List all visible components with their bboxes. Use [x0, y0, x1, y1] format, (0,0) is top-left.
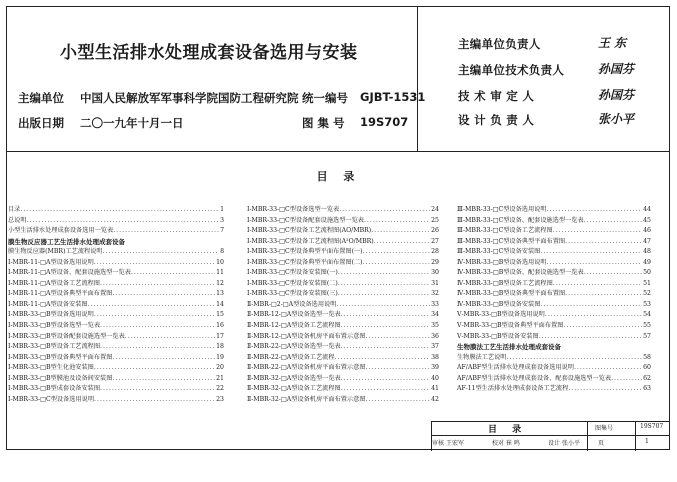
- toc-entry-page: 44: [643, 206, 651, 213]
- toc-entry[interactable]: [8, 332, 224, 343]
- toc-entry-text: Ⅰ-MBR-33-□C型设备安装图(二): [247, 279, 338, 287]
- toc-entry-text: Ⅳ-MBR-33-□B型设备、配套设施选型一览表: [457, 269, 584, 277]
- toc-entry-page: 47: [643, 237, 651, 245]
- toc-leader-dots: [364, 216, 430, 227]
- toc-entry-text: Ⅱ-MBR-22-□A型设备工艺流程: [247, 353, 335, 361]
- toc-entry[interactable]: [247, 205, 439, 216]
- toc-entry-text: Ⅳ-MBR-33-□B型设备典型平面布置图: [457, 290, 566, 298]
- toc-entry-page: 30: [431, 269, 439, 277]
- toc-entry-text: Ⅰ-MBR-33-□B型设备选型一览表: [8, 322, 101, 330]
- toc-leader-dots: [565, 289, 642, 300]
- toc-entry-page: 10: [216, 258, 224, 266]
- toc-entry[interactable]: [247, 226, 439, 237]
- toc-leader-dots: [100, 384, 215, 395]
- toc-leader-dots: [568, 384, 642, 395]
- toc-entry-page: 50: [643, 269, 651, 277]
- toc-leader-dots: [20, 205, 219, 216]
- toc-entry-page: 57: [643, 332, 651, 340]
- toc-entry-text: Ⅱ-MBR-32-□A型设备机房平面布置示意图: [247, 395, 366, 403]
- toc-entry[interactable]: [8, 384, 224, 395]
- toc-entry-page: 17: [216, 332, 224, 340]
- toc-entry-page: 18: [216, 343, 224, 351]
- toc-leader-dots: [339, 205, 430, 216]
- toc-leader-dots: [553, 279, 642, 290]
- toc-leader-dots: [611, 374, 642, 385]
- toc-entry[interactable]: [247, 384, 439, 395]
- toc-entry-page: 51: [643, 279, 651, 287]
- toc-leader-dots: [574, 363, 642, 374]
- toc-entry[interactable]: [247, 289, 439, 300]
- reviewer-name: 王宏军: [446, 440, 465, 447]
- toc-leader-dots: [539, 332, 642, 343]
- toc-leader-dots: [103, 247, 219, 258]
- toc-entry-text: Ⅲ-MBR-33-□C型设备选用说明: [457, 206, 547, 213]
- title-block-mid-line: [431, 435, 669, 436]
- toc-entry-text: Ⅱ-MBR-22-□A型设备选型一览表: [247, 343, 341, 351]
- toc-entry-page: 36: [431, 332, 439, 340]
- toc-leader-dots: [365, 363, 430, 374]
- toc-entry-page: 60: [643, 364, 651, 372]
- responsible-role-2: 主编单位技术负责人: [458, 63, 565, 77]
- toc-leader-dots: [365, 395, 430, 406]
- toc-entry[interactable]: [457, 205, 651, 216]
- toc-entry[interactable]: [8, 353, 224, 364]
- document-title: 小型生活排水处理成套设备选用与安装: [60, 43, 358, 63]
- toc-entry-text: Ⅰ-MBR-11-□A型设备安装图: [8, 300, 88, 308]
- toc-entry[interactable]: [457, 226, 651, 237]
- toc-entry[interactable]: [247, 237, 439, 248]
- toc-leader-dots: [125, 237, 223, 248]
- toc-leader-dots: [341, 384, 430, 395]
- toc-leader-dots: [584, 268, 642, 279]
- toc-entry[interactable]: [457, 247, 651, 258]
- toc-entry-page: 21: [216, 374, 224, 382]
- toc-leader-dots: [341, 321, 430, 332]
- toc-entry-text: Ⅰ-MBR-33-□B型设备典型平面布置图: [8, 353, 113, 361]
- toc-entry-text: Ⅱ-MBR-12-□A型设备工艺流程图: [247, 322, 341, 330]
- toc-entry-text: Ⅱ-MBR-22-□A型设备机房平面布置示意图: [247, 364, 366, 372]
- review-label: 审核: [432, 440, 445, 447]
- toc-entry-page: 49: [643, 258, 651, 266]
- toc-entry-text: Ⅰ-MBR-33-□C型设备典型平面布置图(二): [247, 258, 363, 266]
- toc-entry[interactable]: [247, 363, 439, 374]
- toc-entry-page: 38: [431, 353, 439, 361]
- toc-entry-page: 62: [643, 374, 651, 382]
- toc-entry[interactable]: [247, 216, 439, 227]
- toc-entry-page: 16: [216, 322, 224, 330]
- toc-leader-dots: [94, 395, 215, 406]
- toc-entry-page: 13: [216, 290, 224, 298]
- toc-entry-page: 41: [431, 385, 439, 393]
- toc-entry-text: Ⅲ-MBR-33-□C型设备、配套设施选型一览表: [457, 216, 584, 224]
- title-block-page-divider: [635, 421, 636, 451]
- toc-entry[interactable]: [247, 300, 439, 311]
- signature-4: 张小平: [598, 112, 635, 126]
- toc-leader-dots: [341, 342, 430, 353]
- toc-entry-text: Ⅰ-MBR-33-□B型膜池及设备间安装图: [8, 374, 113, 382]
- toc-entry-page: 48: [643, 248, 651, 256]
- toc-entry-page: 46: [643, 227, 651, 235]
- designer-name: 张小平: [562, 440, 581, 447]
- toc-entry-text: Ⅰ-MBR-33-□C型设备工艺流程图(AO/MBR): [247, 227, 372, 235]
- toc-entry-text: Ⅴ-MBR-33-□B型设备安装图: [457, 332, 539, 340]
- toc-entry[interactable]: [247, 342, 439, 353]
- toc-entry-text: Ⅲ-MBR-33-□C型设备安装图: [457, 248, 541, 256]
- toc-entry-page: 31: [431, 279, 439, 287]
- toc-entry-text: Ⅱ-MBR-□2-□A型设备选用说明: [247, 300, 337, 308]
- toc-entry[interactable]: [8, 216, 224, 227]
- toc-leader-dots: [336, 300, 430, 311]
- page-label: 页: [598, 440, 605, 447]
- toc-entry[interactable]: [457, 374, 651, 385]
- toc-entry-text: Ⅳ-MBR-33-□B型设备安装图: [457, 300, 541, 308]
- toc-leader-dots: [338, 289, 430, 300]
- toc-entry-page: 34: [431, 311, 439, 319]
- toc-entry-page: 28: [431, 248, 439, 256]
- toc-entry[interactable]: [247, 332, 439, 343]
- toc-leader-dots: [547, 258, 643, 269]
- responsible-role-3: 技 术 审 定 人: [458, 89, 535, 103]
- toc-entry-page: 3: [220, 216, 224, 224]
- toc-entry-text: Ⅰ-MBR-33-□B型设备配套设施选型一览表: [8, 332, 125, 340]
- toc-entry-text: Ⅰ-MBR-33-□B型设备工艺流程图: [8, 343, 101, 351]
- toc-section-heading[interactable]: [8, 237, 224, 248]
- toc-leader-dots: [112, 289, 215, 300]
- toc-entry-text: Ⅰ-MBR-33-□B型设备选用说明: [8, 311, 94, 319]
- signature-1: 王 东: [598, 36, 627, 50]
- toc-entry-text: Ⅰ-MBR-11-□A型设备选用说明: [8, 258, 94, 266]
- toc-entry-text: 膜生物反应器(MBR)工艺流程说明: [8, 248, 103, 256]
- check-label: 校对: [492, 440, 505, 447]
- toc-leader-dots: [565, 237, 642, 248]
- toc-entry[interactable]: [457, 289, 651, 300]
- toc-entry-page: [650, 342, 651, 353]
- toc-entry-text: AF-11型生活排水处理成套设备工艺流程: [457, 385, 569, 393]
- toc-entry[interactable]: [457, 268, 651, 279]
- toc-entry-text: Ⅳ-MBR-33-□B型设备选用说明: [457, 258, 547, 266]
- toc-entry[interactable]: [8, 226, 224, 237]
- atlas-number: 19S707: [360, 115, 409, 129]
- toc-entry-page: 8: [220, 248, 224, 256]
- toc-entry-page: 12: [216, 279, 224, 287]
- toc-leader-dots: [88, 300, 216, 311]
- toc-entry-text: 生物膜法工艺说明: [457, 353, 507, 361]
- toc-entry-page: 58: [643, 353, 651, 361]
- header-divider: [417, 7, 418, 151]
- toc-entry-page: 33: [431, 300, 439, 308]
- toc-leader-dots: [363, 258, 431, 269]
- toc-entry[interactable]: [247, 279, 439, 290]
- toc-entry-text: Ⅰ-MBR-33-□C型设备安装图(三): [247, 290, 338, 298]
- checker-name: 崔 鸣: [506, 440, 520, 447]
- toc-entry[interactable]: [457, 279, 651, 290]
- toc-leader-dots: [100, 279, 215, 290]
- toc-entry[interactable]: [457, 384, 651, 395]
- title-block-atlas-divider: [587, 421, 588, 451]
- toc-entry-text: Ⅰ-MBR-33-□C型设备安装图(一): [247, 269, 338, 277]
- toc-leader-dots: [100, 321, 215, 332]
- toc-entry[interactable]: [8, 289, 224, 300]
- title-block-atlas-number: 19S707: [640, 423, 664, 430]
- page-number: 1: [645, 438, 649, 445]
- signature-2: 孙国芬: [598, 62, 635, 76]
- editor-unit-label: 主编单位: [18, 91, 64, 105]
- toc-entry-text: Ⅰ-MBR-33-□C型设备工艺流程图(A²O/MBR): [247, 237, 374, 245]
- toc-entry-page: 7: [220, 227, 224, 235]
- toc-entry-page: 1: [220, 206, 224, 213]
- toc-entry[interactable]: [457, 363, 651, 374]
- toc-entry-page: 52: [643, 290, 651, 298]
- toc-entry[interactable]: [247, 310, 439, 321]
- toc-leader-dots: [100, 342, 215, 353]
- toc-entry-text: AF/ABF型生活排水处理成套设备、配套设施选型一览表: [457, 374, 612, 382]
- title-block-toc-label: 目 录: [488, 425, 528, 435]
- toc-entry-page: 26: [431, 227, 439, 235]
- toc-entry-page: 45: [643, 216, 651, 224]
- responsible-role-1: 主编单位负责人: [458, 37, 541, 51]
- toc-leader-dots: [27, 216, 220, 227]
- toc-entry[interactable]: [457, 353, 651, 364]
- editor-unit: 中国人民解放军军事科学院国防工程研究院: [80, 91, 299, 105]
- toc-entry-page: 29: [431, 258, 439, 266]
- toc-leader-dots: [131, 268, 215, 279]
- toc-column-1: [8, 205, 224, 405]
- toc-leader-dots: [371, 226, 430, 237]
- atlas-label: 图 集 号: [302, 116, 345, 130]
- toc-entry-page: 55: [643, 322, 651, 330]
- toc-column-2: [247, 205, 439, 405]
- toc-entry[interactable]: [8, 374, 224, 385]
- toc-column-3: [457, 205, 651, 395]
- toc-entry-text: 生物膜法工艺生活排水处理成套设备: [457, 343, 561, 352]
- toc-leader-dots: [335, 353, 431, 364]
- toc-leader-dots: [363, 247, 431, 258]
- toc-entry-page: 20: [216, 364, 224, 372]
- toc-entry-text: Ⅲ-MBR-33-□C型设备典型平面布置图: [457, 237, 566, 245]
- toc-entry-text: Ⅱ-MBR-32-□A型设备工艺流程图: [247, 385, 341, 393]
- toc-entry-page: 32: [431, 290, 439, 298]
- toc-entry-text: Ⅳ-MBR-33-□B型设备工艺流程图: [457, 279, 553, 287]
- toc-entry[interactable]: [247, 247, 439, 258]
- toc-entry-page: 35: [431, 322, 439, 330]
- toc-entry[interactable]: [8, 205, 224, 216]
- toc-leader-dots: [338, 279, 430, 290]
- toc-entry[interactable]: [457, 216, 651, 227]
- toc-entry-page: 25: [431, 216, 439, 224]
- title-block-atlas-label: 图集号: [595, 425, 614, 432]
- toc-leader-dots: [507, 353, 643, 364]
- toc-entry[interactable]: [8, 300, 224, 311]
- toc-section-heading[interactable]: [457, 342, 651, 353]
- toc-entry-text: Ⅰ-MBR-11-□A型设备工艺流程图: [8, 279, 100, 287]
- toc-entry-text: Ⅰ-MBR-11-□A型设备典型平面布置图: [8, 290, 113, 298]
- date-value: 二〇一九年十月一日: [80, 116, 184, 130]
- toc-leader-dots: [540, 247, 642, 258]
- date-label: 出版日期: [18, 116, 64, 130]
- responsible-role-4: 设 计 负 责 人: [458, 113, 535, 127]
- toc-leader-dots: [341, 374, 430, 385]
- toc-entry[interactable]: [247, 268, 439, 279]
- toc-leader-dots: [94, 363, 215, 374]
- toc-entry-text: 目录: [8, 206, 21, 213]
- signature-3: 孙国芬: [598, 88, 635, 102]
- toc-entry-text: Ⅴ-MBR-33-□B型设备典型平面布置图: [457, 322, 564, 330]
- toc-entry-page: 40: [431, 374, 439, 382]
- toc-entry[interactable]: [247, 321, 439, 332]
- toc-leader-dots: [125, 332, 215, 343]
- toc-entry-page: [223, 237, 224, 248]
- toc-entry-page: 39: [431, 364, 439, 372]
- toc-leader-dots: [94, 310, 215, 321]
- toc-entry-text: 总说明: [8, 216, 27, 224]
- toc-entry-page: 42: [431, 395, 439, 403]
- toc-entry-text: Ⅰ-MBR-11-□A型设备、配套设施选型一览表: [8, 269, 131, 277]
- toc-entry[interactable]: [8, 279, 224, 290]
- toc-entry-text: Ⅰ-MBR-33-□C型设备选型一览表: [247, 206, 340, 213]
- toc-entry-page: 37: [431, 343, 439, 351]
- toc-leader-dots: [553, 226, 642, 237]
- toc-leader-dots: [338, 268, 430, 279]
- toc-leader-dots: [94, 258, 215, 269]
- toc-leader-dots: [547, 205, 643, 216]
- toc-entry-text: Ⅰ-MBR-33-□B型生化池安装图: [8, 364, 94, 372]
- toc-leader-dots: [563, 321, 642, 332]
- toc-leader-dots: [112, 353, 215, 364]
- code-label: 统一编号: [302, 91, 348, 105]
- toc-title: 目 录: [316, 170, 361, 183]
- toc-entry-text: Ⅰ-MBR-33-□B型成套设备安装图: [8, 385, 101, 393]
- toc-entry-page: 54: [643, 311, 651, 319]
- toc-entry[interactable]: [8, 342, 224, 353]
- toc-leader-dots: [561, 342, 650, 353]
- toc-entry-text: Ⅲ-MBR-33-□C型设备工艺流程图: [457, 227, 553, 235]
- toc-entry-page: 24: [431, 206, 439, 213]
- toc-entry[interactable]: [8, 363, 224, 374]
- toc-entry-text: 膜生物反应器工艺生活排水处理成套设备: [8, 237, 125, 246]
- toc-entry-page: 19: [216, 353, 224, 361]
- toc-entry-page: 11: [216, 269, 224, 277]
- toc-entry-text: Ⅰ-MBR-33-□C型设备选用说明: [8, 395, 95, 403]
- toc-entry-text: 小型生活排水处理成套设备选用一览表: [8, 227, 114, 235]
- toc-entry-page: 22: [216, 385, 224, 393]
- toc-leader-dots: [540, 300, 642, 311]
- toc-entry[interactable]: [8, 310, 224, 321]
- toc-entry-page: 14: [216, 300, 224, 308]
- toc-leader-dots: [113, 226, 219, 237]
- toc-entry-page: 53: [643, 300, 651, 308]
- toc-entry[interactable]: [8, 258, 224, 269]
- toc-entry-page: 63: [643, 385, 651, 393]
- toc-leader-dots: [365, 332, 430, 343]
- toc-entry-text: AF/ABF型生活排水处理成套设备选用说明: [457, 364, 574, 372]
- toc-leader-dots: [112, 374, 215, 385]
- toc-entry-page: 23: [216, 395, 224, 403]
- toc-entry-text: Ⅰ-MBR-33-□C型设备配套设施选型一览表: [247, 216, 364, 224]
- code-value: GJBT-1531: [360, 90, 426, 104]
- toc-entry[interactable]: [8, 321, 224, 332]
- toc-entry-text: Ⅱ-MBR-32-□A型设备选型一览表: [247, 374, 341, 382]
- toc-entry[interactable]: [8, 268, 224, 279]
- toc-entry[interactable]: [8, 247, 224, 258]
- toc-leader-dots: [374, 237, 430, 248]
- toc-entry[interactable]: [247, 353, 439, 364]
- toc-entry[interactable]: [247, 395, 439, 406]
- toc-entry[interactable]: [457, 332, 651, 343]
- toc-entry[interactable]: [247, 374, 439, 385]
- toc-entry[interactable]: [457, 258, 651, 269]
- toc-entry-page: 15: [216, 311, 224, 319]
- toc-entry-text: Ⅱ-MBR-12-□A型设备选型一览表: [247, 311, 341, 319]
- design-label: 设计: [548, 440, 561, 447]
- toc-leader-dots: [341, 310, 430, 321]
- toc-entry[interactable]: [457, 321, 651, 332]
- toc-entry[interactable]: [457, 310, 651, 321]
- toc-entry[interactable]: [457, 300, 651, 311]
- title-block-top-line: [431, 421, 669, 422]
- toc-entry-text: Ⅱ-MBR-12-□A型设备机房平面布置示意图: [247, 332, 366, 340]
- toc-entry-text: Ⅰ-MBR-33-□C型设备典型平面布置图(一): [247, 248, 363, 256]
- toc-leader-dots: [584, 216, 642, 227]
- toc-entry[interactable]: [247, 258, 439, 269]
- header-bottom-line: [7, 151, 669, 152]
- toc-leader-dots: [545, 310, 642, 321]
- toc-entry[interactable]: [8, 395, 224, 406]
- toc-entry[interactable]: [457, 237, 651, 248]
- toc-entry-page: 27: [431, 237, 439, 245]
- toc-entry-text: Ⅴ-MBR-33-□B型设备选用说明: [457, 311, 545, 319]
